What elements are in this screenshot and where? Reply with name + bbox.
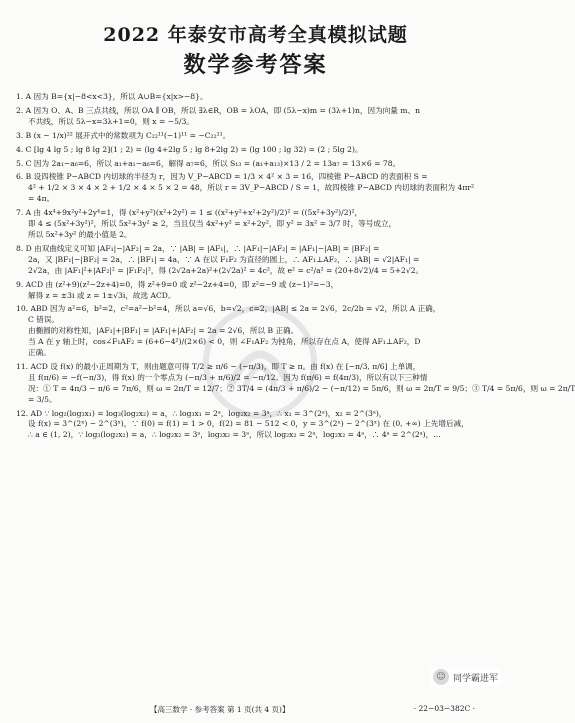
answer-line: 11. ACD 设 f(x) 的最小正周期为 T，则由题意可得 T/2 ≥ π/6 − (−π/3)，即 T ≥ π。由 f(x) 在 [−π/3, π/6] 上单调， xyxy=(16,361,421,371)
answer-line: 3. B (x − 1/x)²² 展开式中的常数项为 C₂₂¹¹(−1)¹¹ = −C₂₂¹¹。 xyxy=(16,130,231,140)
answer-item xyxy=(16,244,500,277)
answer-line: 况：① T = 4π/3 − π/6 = 7π/6，则 ω = 2π/T = 12/7；② 3T/4 = (4π/3 + π/6)/2 − (−π/12) = 5π/6，则 ω = 2π/T = 9/5；③ T/4 = 5π/6，则 ω = 2π/T xyxy=(28,383,575,393)
answer-line: C 错误。 xyxy=(28,315,60,325)
answer-line: 10. ABD 因为 a²=6，b²=2，c²=a²−b²=4，所以 a=√6，b=√2，c=2，|AB| ≤ 2a = 2√6，2c/2b = √2，所以 A 正确， xyxy=(16,304,441,314)
answer-item xyxy=(16,208,500,241)
answer-line: 9. ACD 由 (z²+9)(z²−2z+4)=0，得 z²+9=0 或 z²−2z+4=0，即 z²=−9 或 (z−1)²=−3， xyxy=(16,279,339,289)
answer-item xyxy=(16,409,500,442)
answer-line: 即 4 ≤ (5x²+3y²)²，所以 5x²+3y² ≥ 2，当且仅当 4x²+y² = x²+2y²，即 y² = 3x² = 3/7 时，等号成立， xyxy=(28,219,397,229)
answer-line: 5. C 因为 2a₁−a₆=6，所以 a₁+a₁−a₆=6，解得 a₇=6，所以 S₁₃ = (a₁+a₁₃)×13 / 2 = 13a₇ = 13×6 = 78。 xyxy=(16,158,401,168)
answer-item xyxy=(16,361,575,406)
answer-item xyxy=(16,145,500,156)
answer-item xyxy=(16,172,500,205)
answer-line: 不共线，所以 5λ−x=3λ+1=0，则 x = −5/3。 xyxy=(28,116,194,126)
answer-line: = 4π。 xyxy=(28,194,55,204)
answer-line: 4. C [lg 4 lg 5 ; lg 8 lg 2](1 ; 2) = (lg 4+2lg 5 ; lg 8+2lg 2) = (lg 100 ; lg 32) = (2 ; 5lg 2)。 xyxy=(16,144,363,154)
footer-page-info: 【高三数学 · 参考答案 第 1 页(共 4 页)】 xyxy=(150,705,290,714)
answer-line: 所以 5x²+3y² 的最小值是 2。 xyxy=(28,229,132,239)
answer-line: = 3/5。 xyxy=(28,394,57,404)
answer-item xyxy=(16,92,500,103)
answer-line: 解得 z = ±3i 或 z = 1±√3i，故选 ACD。 xyxy=(28,290,176,300)
answer-line: 正确。 xyxy=(28,348,51,358)
answer-line: 设 f(x) = 3^(2ˣ) − 2^(3ˣ)，∵ f(0) = f(1) = 1 > 0，f(2) = 81 − 512 < 0，y = 3^(2ˣ) − 2^(3ˣ) 在 (0, +∞) 上先增后减， xyxy=(28,419,469,429)
answer-title: 数学参考答案 xyxy=(183,52,328,78)
exam-title: 2022 年泰安市高考全真模拟试题 xyxy=(103,24,408,46)
answer-item xyxy=(16,131,500,142)
answer-line: 1. A 因为 B={x|−8<x<3}，所以 A∪B={x|x>−8}。 xyxy=(16,92,208,101)
answer-line: 当 A 在 y 轴上时，cos∠F₁AF₂ = (6+6−4²)/(2×6) < 0，则 ∠F₁AF₂ 为钝角，所以存在点 A，使得 AF₁⊥AF₂，D xyxy=(28,337,421,347)
answer-item xyxy=(16,159,500,170)
answer-line: 8. D 由双曲线定义可知 |AF₁|−|AF₂| = 2a，∵ |AB| = |AF₁|，∴ |AF₁|−|AF₂| = |AF₁|−|AB| = |BF₂| = xyxy=(16,243,380,253)
page-footer xyxy=(0,704,511,716)
wechat-badge[interactable] xyxy=(430,668,501,686)
answer-item xyxy=(16,280,500,302)
answer-list xyxy=(16,92,575,444)
answer-item xyxy=(16,304,500,359)
answer-line: 2√2a，由 |AF₁|²+|AF₂|² = |F₁F₂|²，得 (2√2a+2a)²+(2√2a)² = 4c²，故 e² = c²/a² = (20+8√2)/4 = 5+2√2。 xyxy=(28,265,424,275)
answer-line: ∴ a ∈ (1, 2)，∵ log₃(log₂x₂) = a，∴ log₂x₂ = 3ᵃ，log₂x₂ = 3ᵃ，所以 log₂x₂ = 2ᵃ，log₂x₂ = 4ᵃ，∴ 4ᵃ = 2^(2ᵃ)，… xyxy=(28,430,441,440)
answer-item xyxy=(16,106,500,128)
answer-line: 2. A 因为 O、A、B 三点共线，所以 OA ∥ OB，所以 ∃λ∈R，OB = λOA，即 (5λ−x)m = (3λ+1)n，因为向量 m、n xyxy=(16,105,420,115)
wechat-account-name: 同学霸进军 xyxy=(452,673,498,684)
answer-line: 6. B 设四棱锥 P−ABCD 内切球的半径为 r，因为 V_P−ABCD = 1/3 × 4² × 3 = 16，四棱锥 P−ABCD 的表面积 S = xyxy=(16,172,428,182)
answer-line: 7. A 由 4x⁴+9x²y²+2y⁴=1，得 (x²+y²)(x²+2y²) = 1 ≤ ((x²+y²+x²+2y²)/2)² = ((5x²+3y²)/2)²， xyxy=(16,208,363,218)
answer-line: 12. AD ∵ log₂(log₃x₁) = log₃(log₂x₂) = a，∴ log₃x₁ = 2ᵃ，log₂x₂ = 3ᵃ，∴ x₁ = 3^(2ᵃ)，x₂ = 2^(3ᵃ)， xyxy=(16,408,387,418)
answer-line: 且 f(π/6) = −f(−π/3)，得 f(x) 的一个零点为 (−π/3 + π/6)/2 = −π/12。因为 f(π/6) = f(4π/3)，所以有以下三种情 xyxy=(28,372,428,382)
answer-line: 2a，又 |BF₁|−|BF₂| = 2a，∴ |BF₁| = 4a，∵ A 在以 F₁F₂ 为直径的圆上，∴ AF₁⊥AF₂，∴ |AB| = √2|AF₁| = xyxy=(28,254,420,264)
wechat-avatar-icon: ☺ xyxy=(433,669,449,685)
footer-paper-code: · 22−03−382C · xyxy=(413,704,475,713)
answer-line: 由椭圆的对称性知，|AF₁|+|BF₁| = |AF₁|+|AF₂| = 2a = 2√6，所以 B 正确。 xyxy=(28,326,299,336)
answer-line: 4² + 1/2 × 3 × 4 × 2 + 1/2 × 4 × 5 × 2 = 48，所以 r = 3V_P−ABCD / S = 1，故四棱锥 P−ABCD 内切球的表面积为 4πr² xyxy=(28,183,475,193)
